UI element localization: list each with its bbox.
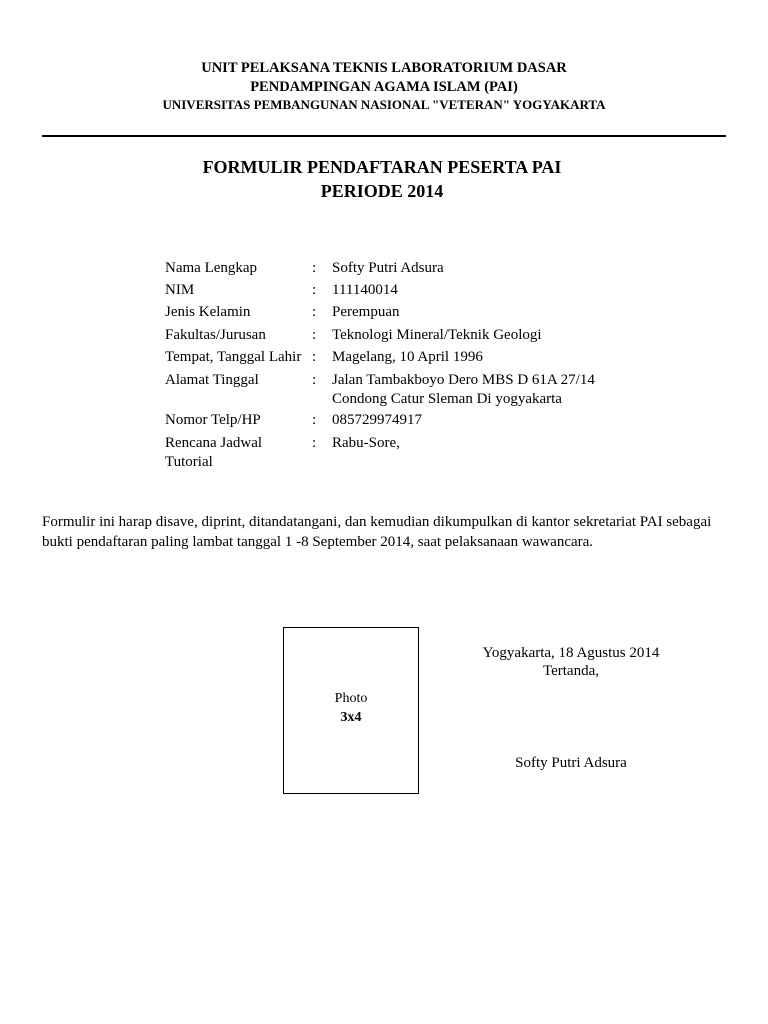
field-value: Magelang, 10 April 1996 [332,349,483,365]
form-period: PERIODE 2014 [320,181,444,201]
field-value-line2: Condong Catur Sleman Di yogyakarta [332,391,562,407]
field-label: Nomor Telp/HP [165,412,261,428]
field-row-jadwal [165,434,725,474]
field-colon: : [312,260,317,276]
photo-size: 3x4 [340,710,362,725]
field-colon: : [312,412,317,428]
field-colon: : [312,349,317,365]
field-row-jenis-kelamin [165,303,725,325]
field-colon: : [312,282,317,298]
field-label: Alamat Tinggal [165,372,259,388]
field-label: Rencana Jadwal Tutorial [165,435,263,470]
field-label: Jenis Kelamin [165,304,251,320]
field-label: Tempat, Tanggal Lahir [165,349,302,365]
field-colon: : [312,372,317,388]
submission-instruction: Formulir ini harap disave, diprint, ditandatangani, dan kemudian dikumpulkan di kantor sekretariat PAI sebagai bukti pendaftaran paling lambat tanggal 1 -8 September 2014, saat pelaksanaan wawancara. [42,514,712,550]
field-row-telp [165,411,725,433]
signature-tertanda: Tertanda, [542,663,599,679]
field-label: Fakultas/Jurusan [165,327,266,343]
field-value: 085729974917 [332,412,422,428]
header-divider [42,135,726,137]
field-row-alamat [165,371,725,411]
field-row-nim [165,281,725,303]
field-label: Nama Lengkap [165,260,258,276]
photo-label: Photo [334,691,368,706]
field-value: Softy Putri Adsura [332,260,444,276]
field-row-nama [165,259,725,281]
header-institution-line2: PENDAMPINGAN AGAMA ISLAM (PAI) [250,79,518,95]
signature-name: Softy Putri Adsura [515,755,627,771]
field-colon: : [312,327,317,343]
field-colon: : [312,435,317,451]
field-value: Teknologi Mineral/Teknik Geologi [332,327,542,343]
field-value: 111140014 [332,282,398,298]
photo-placeholder [283,627,419,794]
field-label: NIM [165,282,195,298]
field-value: Jalan Tambakboyo Dero MBS D 61A 27/14 [332,372,595,388]
header-university-line: UNIVERSITAS PEMBANGUNAN NASIONAL "VETERAN" YOGYAKARTA [162,97,606,112]
field-colon: : [312,304,317,320]
form-title: FORMULIR PENDAFTARAN PESERTA PAI [202,157,562,177]
header-institution-line1: UNIT PELAKSANA TEKNIS LABORATORIUM DASAR [201,60,567,76]
field-row-fakultas [165,326,725,348]
signature-place-date: Yogyakarta, 18 Agustus 2014 [482,645,660,661]
field-value: Perempuan [332,304,400,320]
field-row-ttl [165,348,725,370]
field-value: Rabu-Sore, [332,435,400,451]
